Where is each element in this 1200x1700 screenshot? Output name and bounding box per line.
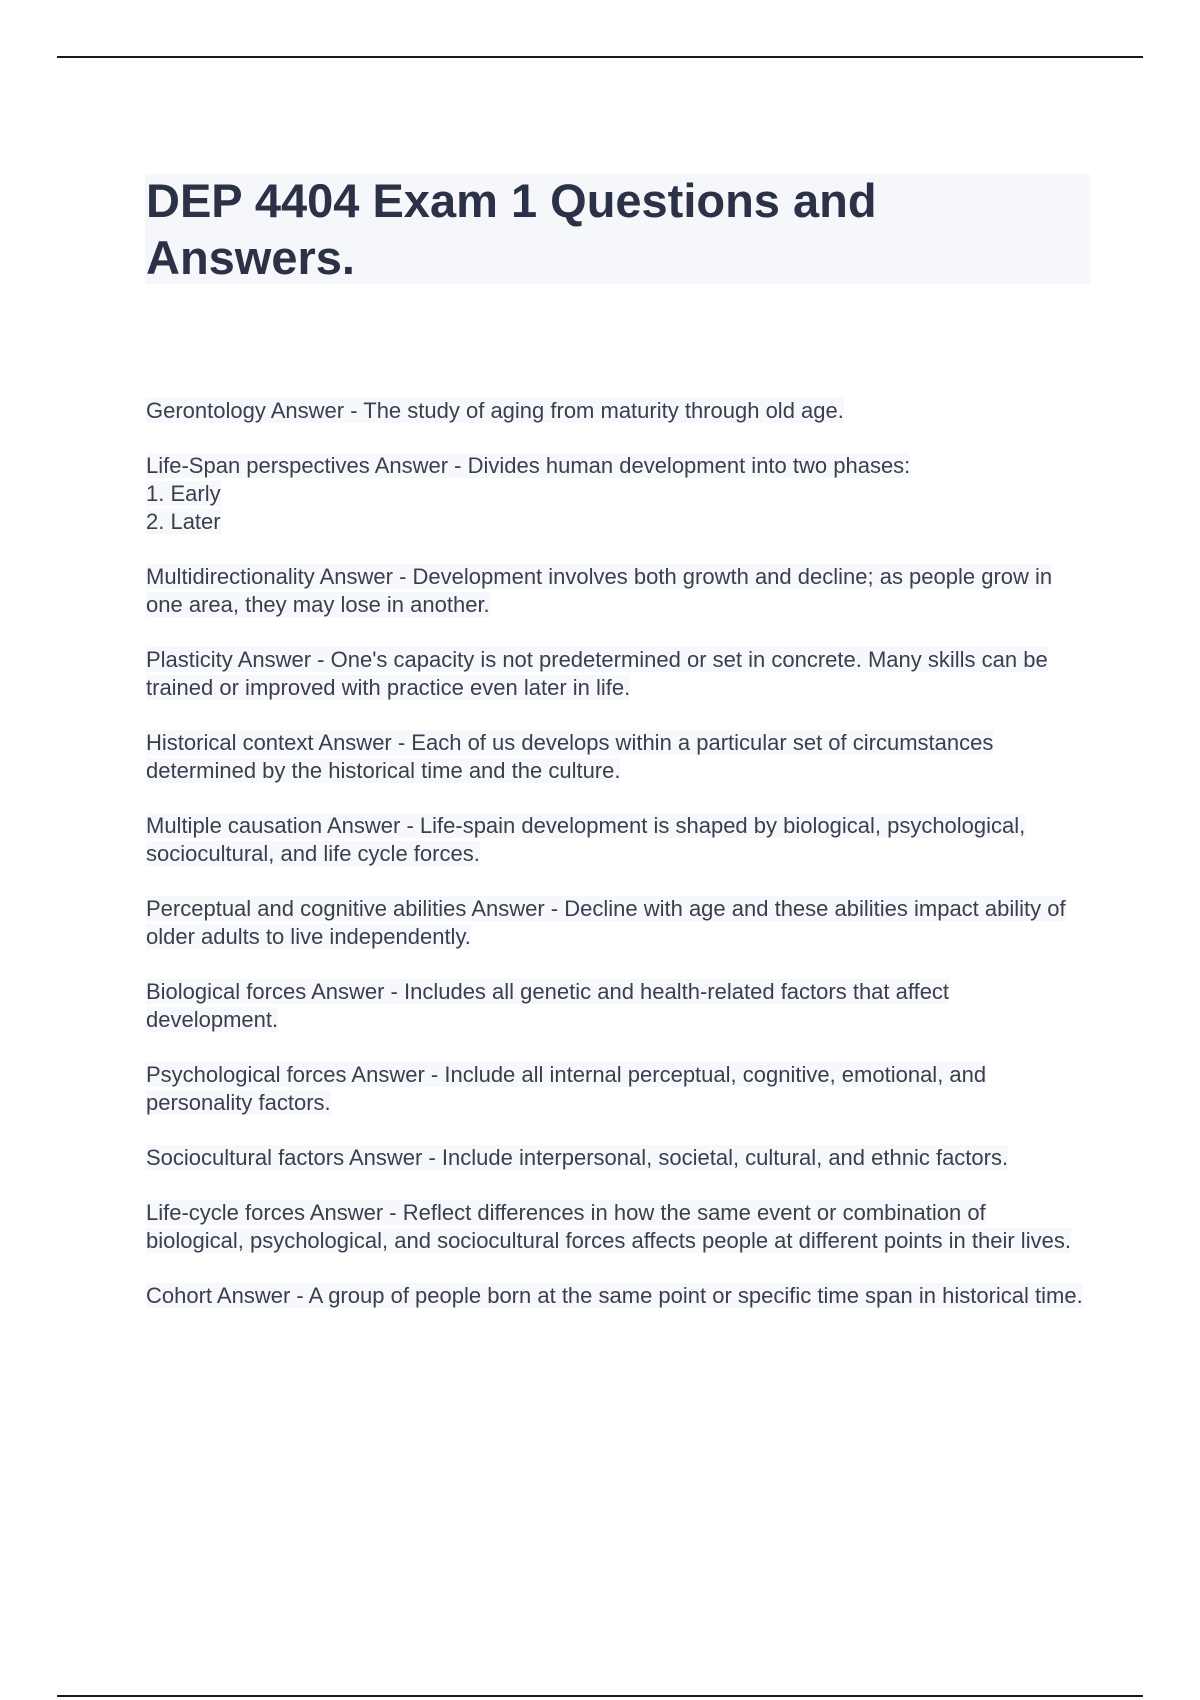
entry-plasticity bbox=[146, 646, 1086, 702]
entry-perceptual-cognitive bbox=[146, 895, 1086, 951]
document-title: DEP 4404 Exam 1 Questions and Answers. bbox=[146, 174, 877, 284]
entry-life-span-perspectives bbox=[146, 452, 1086, 536]
entry-list bbox=[146, 397, 1086, 1337]
entry-text: Plasticity Answer - One's capacity is not predetermined or set in concrete. Many skills can be trained or improved with practice even later in life. bbox=[146, 647, 1048, 700]
entry-gerontology bbox=[146, 397, 1086, 425]
entry-text: Historical context Answer - Each of us develops within a particular set of circumstances determined by the historical time and the culture. bbox=[146, 730, 994, 783]
entry-multidirectionality bbox=[146, 563, 1086, 619]
entry-life-cycle-forces bbox=[146, 1199, 1086, 1255]
top-rule bbox=[57, 56, 1143, 58]
entry-text: Multiple causation Answer - Life-spain development is shaped by biological, psychological, sociocultural, and life cycle forces. bbox=[146, 813, 1026, 866]
bottom-rule bbox=[57, 1695, 1143, 1697]
entry-text: Multidirectionality Answer - Development involves both growth and decline; as people grow in one area, they may lose in another. bbox=[146, 564, 1053, 617]
entry-text: Sociocultural factors Answer - Include interpersonal, societal, cultural, and ethnic factors. bbox=[146, 1145, 1009, 1170]
entry-biological-forces bbox=[146, 978, 1086, 1034]
entry-text: Gerontology Answer - The study of aging from maturity through old age. bbox=[146, 398, 844, 423]
entry-psychological-forces bbox=[146, 1061, 1086, 1117]
entry-text: Perceptual and cognitive abilities Answer - Decline with age and these abilities impact ability of older adults to live independently. bbox=[146, 896, 1066, 949]
entry-text: Psychological forces Answer - Include all internal perceptual, cognitive, emotional, and personality factors. bbox=[146, 1062, 987, 1115]
entry-sociocultural-factors bbox=[146, 1144, 1086, 1172]
entry-historical-context bbox=[146, 729, 1086, 785]
entry-multiple-causation bbox=[146, 812, 1086, 868]
entry-text: Life-Span perspectives Answer - Divides human development into two phases: 1. Early 2. Later bbox=[146, 453, 911, 534]
entry-text: Cohort Answer - A group of people born at the same point or specific time span in historical time. bbox=[146, 1283, 1083, 1308]
entry-cohort bbox=[146, 1282, 1086, 1310]
entry-text: Life-cycle forces Answer - Reflect differences in how the same event or combination of biological, psychological, and sociocultural forces affects people at different points in their lives. bbox=[146, 1200, 1071, 1253]
entry-text: Biological forces Answer - Includes all genetic and health-related factors that affect development. bbox=[146, 979, 950, 1032]
